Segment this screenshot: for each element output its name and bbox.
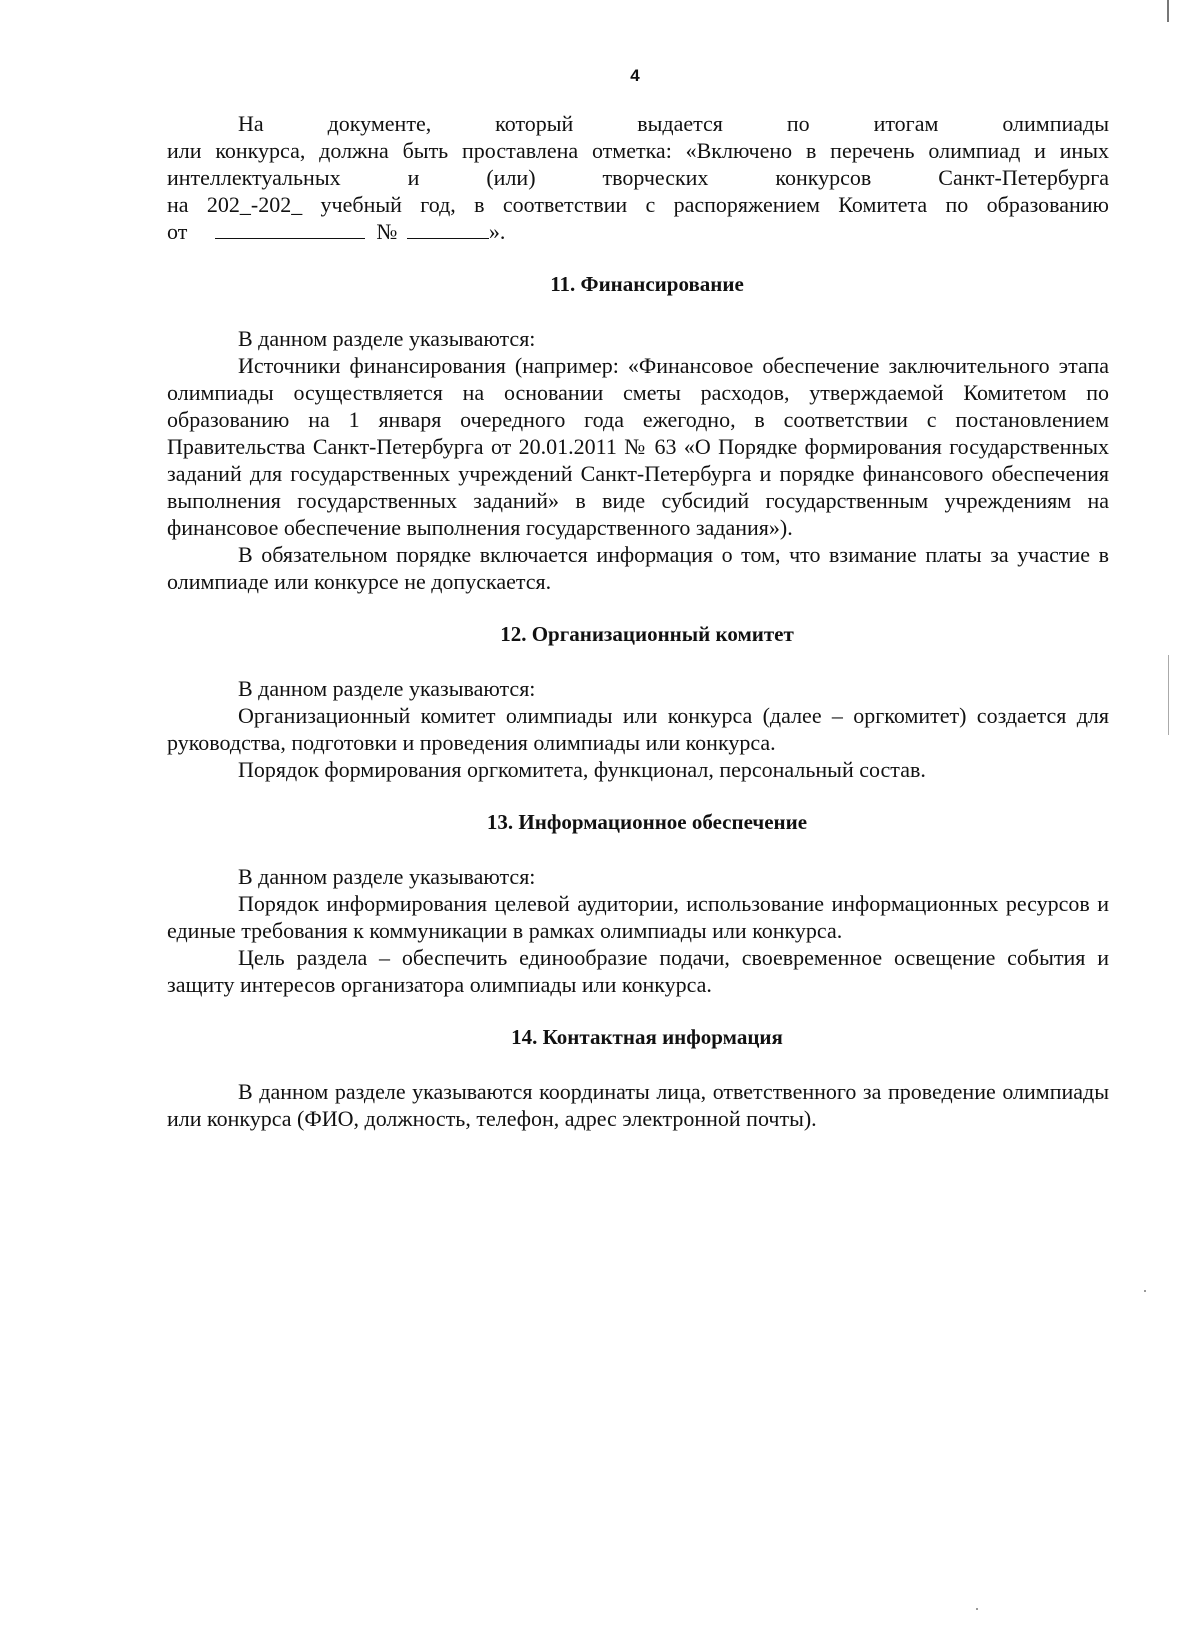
date-blank xyxy=(215,220,365,239)
section-14-heading: 14. Контактная информация xyxy=(511,1025,783,1049)
section-11-paragraph: В данном разделе указываются: xyxy=(238,326,536,351)
page-number: 4 xyxy=(630,66,640,85)
section-11-paragraph: Источники финансирования (например: «Финансовое обеспечение заключительного этапа олимпиады осуществляется на основании сметы расходов, утверждаемой Комитетом по образованию на 1 января очередного года ежегодно, в соответствии с постановлением Правительства Санкт-Петербурга от 20.01.2011 № 63 «О Порядке формирования государственных заданий для государственных учреждений Санкт-Петербурга и порядке финансового обеспечения выполнения государственных заданий» в виде субсидий государственным учреждениям на финансовое обеспечение выполнения государственного задания»). xyxy=(167,353,1109,540)
intro-paragraph xyxy=(167,110,1109,245)
section-11-heading: 11. Финансирование xyxy=(550,272,744,296)
intro-line: На документе, который выдается по итогам олимпиады xyxy=(238,111,1109,136)
section-12-paragraph: В данном разделе указываются: xyxy=(238,676,536,701)
section-13-paragraph: Цель раздела – обеспечить единообразие подачи, своевременное освещение события и защиту интересов организатора олимпиады или конкурса. xyxy=(167,945,1109,997)
section-13-heading: 13. Информационное обеспечение xyxy=(486,810,808,834)
section-12-heading: 12. Организационный комитет xyxy=(500,622,794,646)
scan-artifact xyxy=(1144,1290,1146,1292)
intro-closing: ». xyxy=(488,219,506,244)
intro-line: на 202_-202_ учебный год, в соответствии с распоряжением Комитета по образованию xyxy=(167,192,1109,217)
number-sign: № xyxy=(376,219,398,244)
intro-from-label: от xyxy=(167,219,188,244)
scan-artifact xyxy=(1168,655,1169,735)
section-12-paragraph: Порядок формирования оргкомитета, функционал, персональный состав. xyxy=(238,757,926,782)
document-body xyxy=(167,110,1109,1132)
intro-line-last xyxy=(167,218,1109,245)
section-11-paragraph: В обязательном порядке включается информация о том, что взимание платы за участие в олимпиаде или конкурсе не допускается. xyxy=(167,542,1109,594)
scan-artifact xyxy=(976,1608,978,1610)
number-blank xyxy=(407,220,489,239)
scan-artifact xyxy=(1167,0,1169,22)
section-14-paragraph: В данном разделе указываются координаты лица, ответственного за проведение олимпиады или конкурса (ФИО, должность, телефон, адрес электронной почты). xyxy=(167,1079,1109,1131)
section-13-paragraph: Порядок информирования целевой аудитории, использование информационных ресурсов и единые требования к коммуникации в рамках олимпиады или конкурса. xyxy=(167,891,1109,943)
section-12-paragraph: Организационный комитет олимпиады или конкурса (далее – оргкомитет) создается для руководства, подготовки и проведения олимпиады или конкурса. xyxy=(167,703,1109,755)
intro-line: или конкурса, должна быть проставлена отметка: «Включено в перечень олимпиад и иных xyxy=(167,138,1109,163)
intro-line: интеллектуальных и (или) творческих конкурсов Санкт-Петербурга xyxy=(167,165,1109,190)
section-13-paragraph: В данном разделе указываются: xyxy=(238,864,536,889)
